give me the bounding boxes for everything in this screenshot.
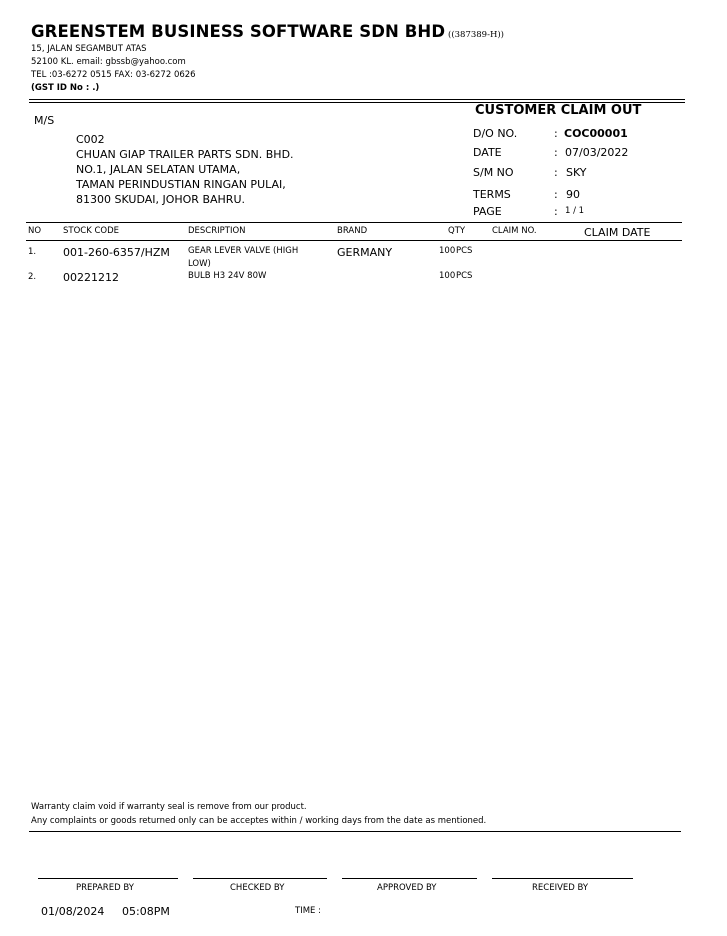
page-colon: : xyxy=(554,205,558,218)
company-address-line-2: 52100 KL. email: gbssb@yahoo.com xyxy=(31,57,186,67)
row-qty: 100 xyxy=(439,246,456,256)
date-colon: : xyxy=(554,146,558,159)
column-header-claim-no: CLAIM NO. xyxy=(492,226,537,236)
company-gst-id: (GST ID No : .) xyxy=(31,83,100,93)
date-label: DATE xyxy=(473,146,502,159)
prepared-by-label: PREPARED BY xyxy=(76,883,134,893)
sm-number-value: SKY xyxy=(566,166,587,179)
column-header-brand: BRAND xyxy=(337,226,368,236)
customer-address-line-2: TAMAN PERINDUSTIAN RINGAN PULAI, xyxy=(76,178,286,191)
column-header-description: DESCRIPTION xyxy=(188,226,246,236)
company-name: GREENSTEM BUSINESS SOFTWARE SDN BHD xyxy=(31,22,446,41)
table-header-rule-top xyxy=(26,222,682,223)
footer-divider xyxy=(29,831,681,832)
customer-code: C002 xyxy=(76,133,105,146)
complaints-note: Any complaints or goods returned only can be acceptes within / working days from the date as mentioned. xyxy=(31,816,487,826)
column-header-claim-date: CLAIM DATE xyxy=(584,226,651,239)
row-brand: GERMANY xyxy=(337,246,393,259)
do-number-colon: : xyxy=(554,127,558,140)
document-title: CUSTOMER CLAIM OUT xyxy=(475,103,642,118)
do-number-label: D/O NO. xyxy=(473,127,518,140)
column-header-no: NO xyxy=(28,226,42,236)
row-description: BULB H3 24V 80W xyxy=(188,271,267,281)
terms-label: TERMS xyxy=(473,188,511,201)
row-stock-code: 001-260-6357/HZM xyxy=(63,246,170,259)
row-uom: PCS xyxy=(456,271,473,281)
print-time: 05:08PM xyxy=(122,905,170,918)
row-number: 2. xyxy=(28,272,37,282)
approved-by-label: APPROVED BY xyxy=(377,883,437,893)
customer-address-line-1: NO.1, JALAN SELATAN UTAMA, xyxy=(76,163,241,176)
sm-number-colon: : xyxy=(554,166,558,179)
print-date: 01/08/2024 xyxy=(41,905,105,918)
page-label: PAGE xyxy=(473,205,502,218)
date-value: 07/03/2022 xyxy=(565,146,629,159)
company-address-line-1: 15, JALAN SEGAMBUT ATAS xyxy=(31,44,147,54)
row-stock-code: 00221212 xyxy=(63,271,119,284)
checked-by-signature-line xyxy=(193,878,327,879)
terms-value: 90 xyxy=(566,188,580,201)
approved-by-signature-line xyxy=(342,878,477,879)
row-number: 1. xyxy=(28,247,37,257)
checked-by-label: CHECKED BY xyxy=(230,883,285,893)
table-header-rule-bottom xyxy=(26,240,682,241)
received-by-signature-line xyxy=(492,878,633,879)
do-number-value: COC00001 xyxy=(564,127,628,140)
customer-name: CHUAN GIAP TRAILER PARTS SDN. BHD. xyxy=(76,148,294,161)
ms-label: M/S xyxy=(34,114,55,127)
customer-address-line-3: 81300 SKUDAI, JOHOR BAHRU. xyxy=(76,193,245,206)
column-header-qty: QTY xyxy=(448,226,466,236)
received-by-label: RECEIVED BY xyxy=(532,883,589,893)
row-description: GEAR LEVER VALVE (HIGH xyxy=(188,246,299,256)
sm-number-label: S/M NO xyxy=(473,166,514,179)
column-header-stock-code: STOCK CODE xyxy=(63,226,120,236)
page-value: 1 / 1 xyxy=(565,206,585,216)
row-description-continued: LOW) xyxy=(188,259,211,269)
prepared-by-signature-line xyxy=(38,878,178,879)
row-uom: PCS xyxy=(456,246,473,256)
terms-colon: : xyxy=(554,188,558,201)
company-registration-number: ((387389-H)) xyxy=(448,30,504,40)
header-divider-top xyxy=(29,99,685,100)
row-qty: 100 xyxy=(439,271,456,281)
warranty-note: Warranty claim void if warranty seal is remove from our product. xyxy=(31,802,307,812)
company-contact: TEL :03-6272 0515 FAX: 03-6272 0626 xyxy=(31,70,196,80)
time-label: TIME : xyxy=(295,906,321,916)
